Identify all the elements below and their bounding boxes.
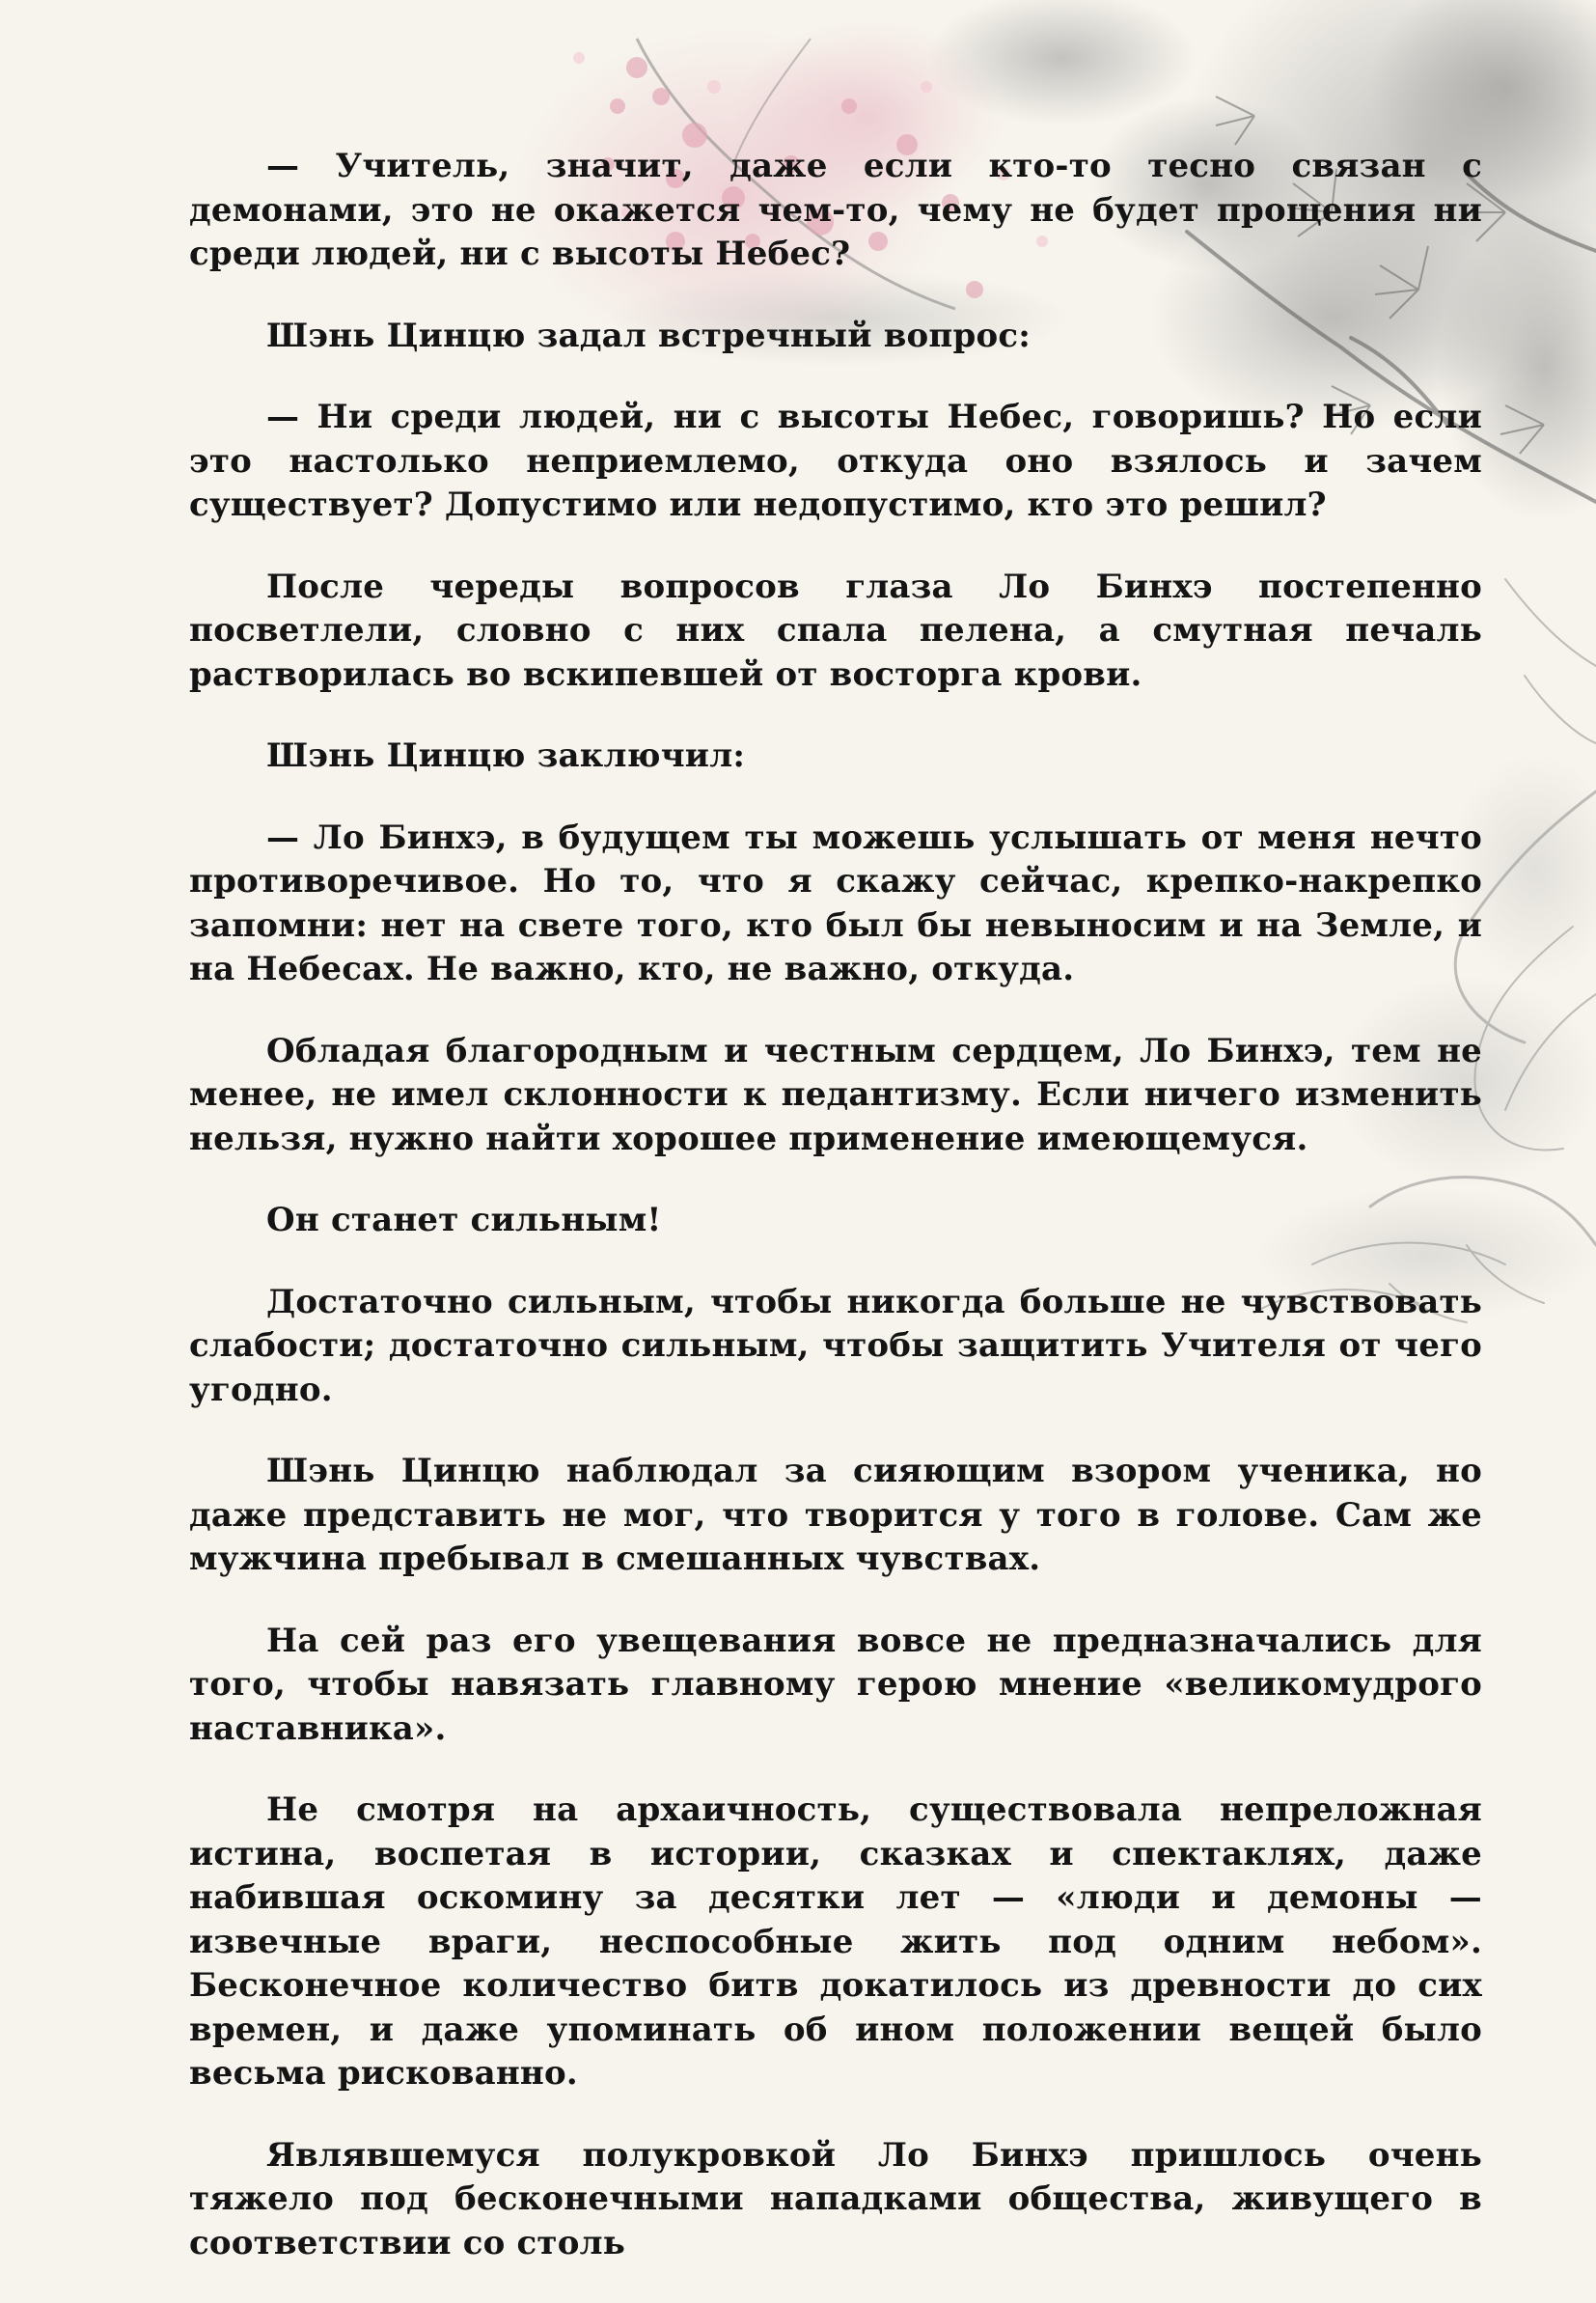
- paragraph: После череды вопросов глаза Ло Бинхэ постепенно посветлели, словно с них спала пелена, а смутная печаль растворилась во вскипевшей от восторга крови.: [189, 567, 1482, 694]
- paragraph: — Ло Бинхэ, в будущем ты можешь услышать от меня нечто противоречивое. Но то, что я скажу сейчас, крепко-накрепко запомни: нет на свете того, кто был бы невыносим и на Земле, и на Небесах. Не важно, кто, не важно, откуда.: [189, 818, 1482, 988]
- paragraph: — Учитель, значит, даже если кто-то тесно связан с демонами, это не окажется чем-то, чему не будет прощения ни среди людей, ни с высоты Небес?: [189, 147, 1482, 273]
- paragraph: Не смотря на архаичность, существовала непреложная истина, воспетая в истории, сказках и спектаклях, даже набившая оскомину за десятки лет — «люди и демоны — извечные враги, неспособные жить под одним небом». Бесконечное количество битв докатилось из древности до сих времен, и даже упоминать об ином положении вещей было весьма рискованно.: [189, 1790, 1482, 2093]
- paragraph: Обладая благородным и честным сердцем, Ло Бинхэ, тем не менее, не имел склонности к педантизму. Если ничего изменить нельзя, нужно найти хорошее применение имеющемуся.: [189, 1031, 1482, 1158]
- paragraph: Являвшемуся полукровкой Ло Бинхэ пришлось очень тяжело под бесконечными нападками общества, живущего в соответствии со столь: [189, 2135, 1482, 2262]
- paragraph: Шэнь Цинцю задал встречный вопрос:: [266, 316, 1032, 355]
- paragraph: На сей раз его увещевания вовсе не предназначались для того, чтобы навязать главному герою мнение «великомудрого наставника».: [189, 1621, 1482, 1748]
- paragraph: Достаточно сильным, чтобы никогда больше не чувствовать слабости; достаточно сильным, чтобы защитить Учителя от чего угодно.: [189, 1282, 1482, 1409]
- paragraph: Он станет сильным!: [266, 1201, 662, 1239]
- paragraph: Шэнь Цинцю заключил:: [266, 736, 746, 775]
- paragraph: — Ни среди людей, ни с высоты Небес, говоришь? Но если это настолько неприемлемо, откуда оно взялось и зачем существует? Допустимо или недопустимо, кто это решил?: [189, 398, 1482, 524]
- paragraph: Шэнь Цинцю наблюдал за сияющим взором ученика, но даже представить не мог, что творится у того в голове. Сам же мужчина пребывал в смешанных чувствах.: [189, 1452, 1482, 1578]
- document-body: [189, 145, 1482, 2303]
